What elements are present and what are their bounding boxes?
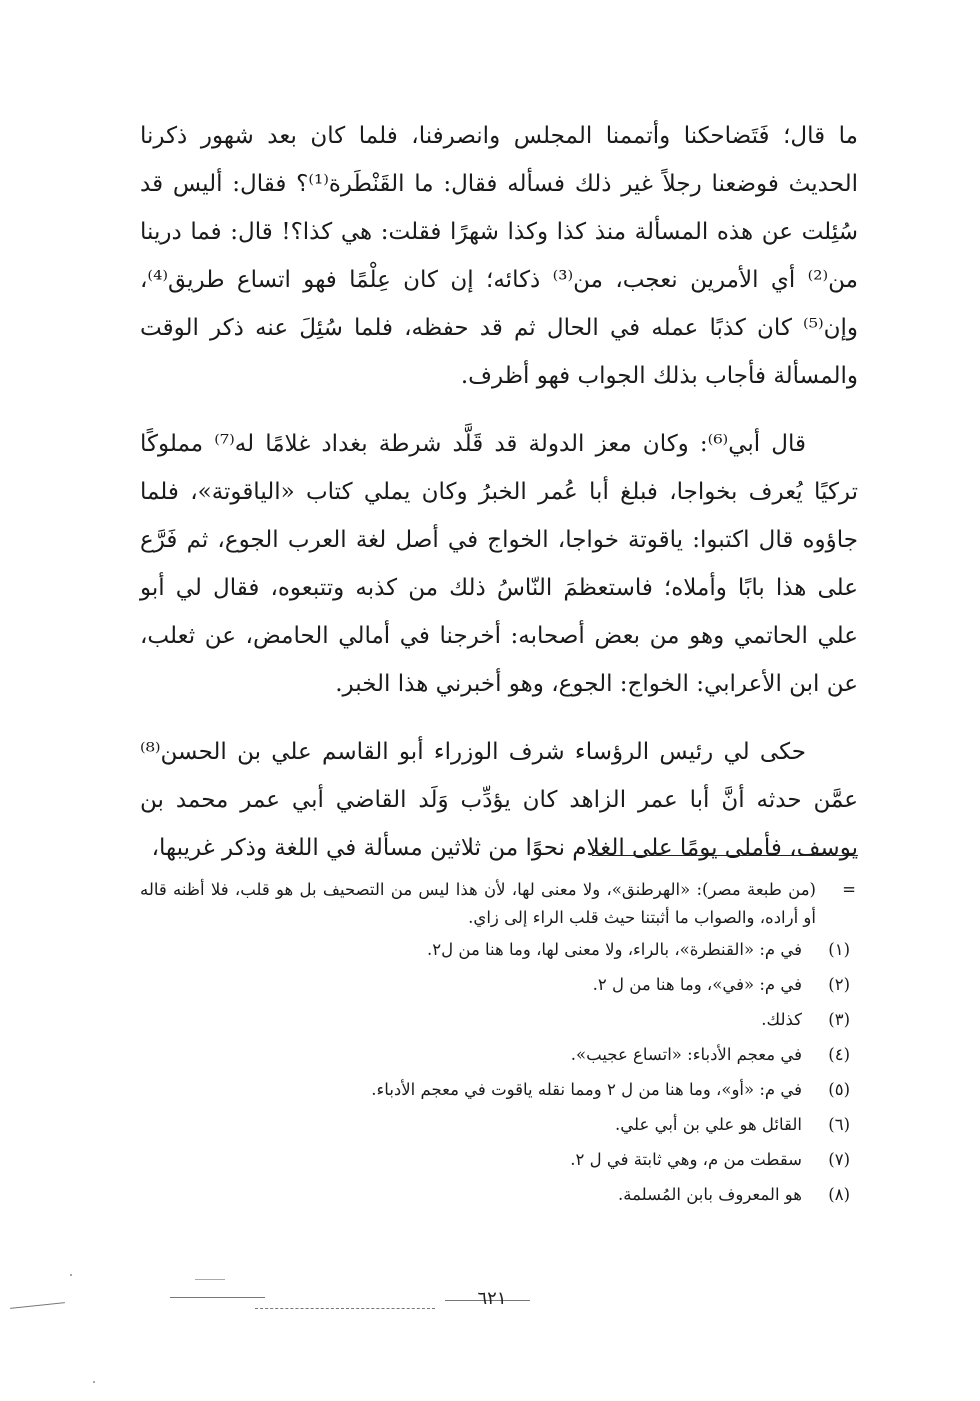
footnote-number: (٦): [828, 1115, 850, 1134]
footnote-text: في م: «في»، وما هنا من ل ٢.: [592, 975, 802, 994]
paragraph-3: حكى لي رئيس الرؤساء شرف الوزراء أبو القاسم علي بن الحسن⁽⁸⁾ عمَّن حدثه أنَّ أبا عمر الزاهد كان يؤدِّب وَلَد القاضي أبي عمر محمد بن يوسف، فأملى يومًا على الغلام نحوًا من ثلاثين مسألة في اللغة وذكر غريبها،: [140, 739, 858, 861]
footnote-continuation: [140, 876, 856, 932]
footnote-number: (٧): [828, 1150, 850, 1169]
footnote-divider: [592, 855, 858, 856]
footnotes-section: [140, 876, 856, 1212]
footnote-7: [140, 1142, 850, 1177]
paragraph-1: ما قال؛ فَتَضاحكنا وأتممنا المجلس وانصرفنا، فلما كان بعد شهور ذكرنا الحديث فوضعنا رجلاً غير ذلك فسأله فقال: ما القَنْطَرة⁽¹⁾؟ فقال: أليس قد سُئِلت عن هذه المسألة منذ كذا وكذا شهرًا فقلت: هي كذا؟! قال: فما درينا من⁽²⁾ أي الأمرين نعجب، من⁽³⁾ ذكائه؛ إن كان عِلْمًا فهو اتساع طريق⁽⁴⁾، وإن⁽⁵⁾ كان كذبًا عمله في الحال ثم قد حفظه، فلما سُئِلَ عنه ذكر الوقت والمسألة فأجاب بذلك الجواب فهو أظرف.: [140, 123, 858, 389]
footnote-number: (٥): [828, 1080, 850, 1099]
footnote-text: سقطت من م، وهي ثابتة في ل ٢.: [570, 1150, 802, 1169]
footnote-4: [140, 1037, 850, 1072]
footnote-text: القائل هو علي بن أبي علي.: [615, 1115, 802, 1134]
continuation-text: (من طبعة مصر): «الهرطنق»، ولا معنى لها، لأن هذا ليس من التصحيف بل هو قلب، فلا أظنه قاله أو أراده، والصواب ما أثبتنا حيث قلب الراء إلى زاي.: [140, 880, 816, 927]
footnote-2: [140, 967, 850, 1002]
paragraph-2: قال أبي⁽⁶⁾: وكان معز الدولة قد قَلَّد شرطة بغداد غلامًا له⁽⁷⁾ مملوكًا تركيًا يُعرف بخواجا، فبلغ أبا عُمر الخبرُ وكان يملي كتاب «الياقوتة»، فلما جاؤوه قال اكتبوا: ياقوتة خواجا، الخواج في أصل لغة العرب الجوع، ثم فَرَّع على هذا بابًا وأملاه؛ فاستعظمَ النّاسُ ذلك من كذبه وتتبعوه، فقال لي أبو علي الحاتمي وهو من بعض أصحابه: أخرجنا في أمالي الحامض، عن ثعلب، عن ابن الأعرابي: الخواج: الجوع، وهو أخبرني هذا الخبر.: [140, 431, 858, 697]
footnote-text: في م: «أو»، وما هنا من ل ٢ ومما نقله ياقوت في معجم الأدباء.: [371, 1080, 802, 1099]
footnote-5: [140, 1072, 850, 1107]
scan-speck: [70, 1274, 72, 1276]
scan-artifact-line: [255, 1308, 435, 1309]
scan-artifact-line: [10, 1302, 65, 1309]
footnote-6: [140, 1107, 850, 1142]
footnote-number: (٤): [828, 1045, 850, 1064]
continuation-marker: =: [842, 880, 856, 899]
footnote-number: (١): [828, 940, 850, 959]
footnote-text: في م: «القنطرة»، بالراء، ولا معنى لها، وما هنا من ل٢.: [427, 940, 802, 959]
footnote-text: في معجم الأدباء: «اتساع عجيب».: [570, 1045, 802, 1064]
scan-artifact-line: [195, 1279, 225, 1280]
footnote-number: (٣): [828, 1010, 850, 1029]
footnote-1: [140, 932, 850, 967]
main-text: [140, 112, 858, 872]
footnote-number: (٨): [828, 1185, 850, 1204]
scan-speck: [93, 1381, 95, 1383]
footnote-text: كذلك.: [761, 1010, 802, 1029]
footnote-text: هو المعروف بابن المُسلمة.: [618, 1185, 802, 1204]
page-number: ٦٢١: [477, 1288, 507, 1309]
scan-artifact-line: [170, 1297, 265, 1298]
footnote-number: (٢): [828, 975, 850, 994]
footnote-8: [140, 1177, 850, 1212]
footnote-3: [140, 1002, 850, 1037]
